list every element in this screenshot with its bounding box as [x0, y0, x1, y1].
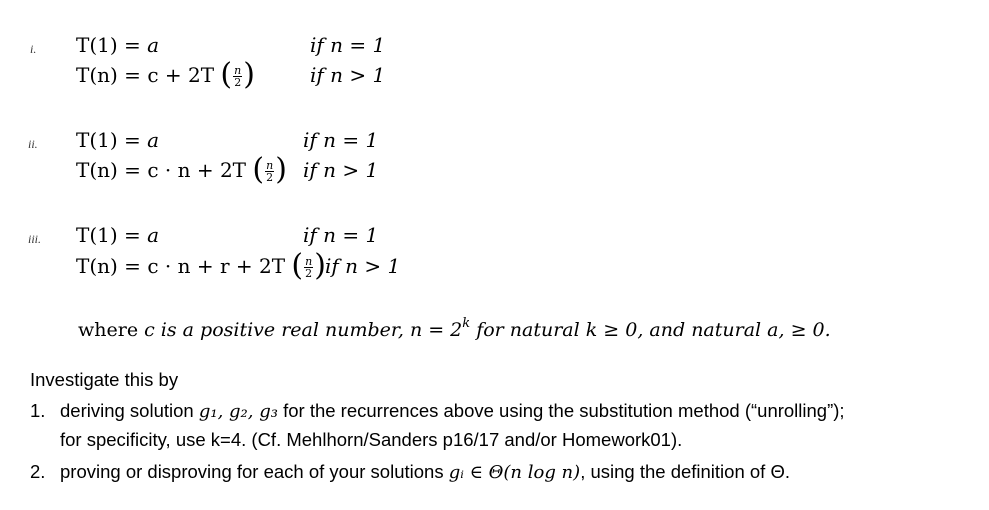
- recurrence-iii-base: T(1) = a: [76, 223, 160, 247]
- recurrence-ii-step: T(n) = c · n + 2T ( $\frac{n}{2}$ ): [76, 151, 287, 187]
- instruction-1-line2: for specificity, use k=4. (Cf. Mehlhorn/Sanders p16/17 and/or Homework01).: [60, 429, 683, 450]
- instructions-intro: Investigate this by: [30, 369, 179, 390]
- recurrence-ii-base: T(1) = a: [76, 128, 160, 152]
- recurrence-i-cond1: if n = 1: [310, 33, 386, 57]
- recurrence-i-step: T(n) = c + 2T ( $\frac{n}{2}$ ): [76, 56, 255, 92]
- recurrence-iii-cond2: if n > 1: [325, 254, 401, 278]
- instruction-2-line1: proving or disproving for each of your solutions gᵢ ∈ Θ(n log n), using the definition of Θ.: [60, 461, 790, 483]
- recurrence-iii-step: T(n) = c · n + r + 2T ( $\frac{n}{2}$ ): [76, 247, 326, 283]
- instruction-1-number: 1.: [30, 400, 46, 421]
- recurrence-i-cond2: if n > 1: [310, 63, 386, 87]
- recurrence-i-base: T(1) = a: [76, 33, 160, 57]
- instruction-2-number: 2.: [30, 461, 46, 482]
- recurrence-iii-cond1: if n = 1: [303, 223, 379, 247]
- numeral-iii: iii.: [28, 232, 42, 246]
- numeral-ii: ii.: [28, 137, 38, 151]
- numeral-i: i.: [30, 42, 37, 56]
- instruction-1-line1: deriving solution g₁, g₂, g₃ for the recurrences above using the substitution method (“unrolling”);: [60, 400, 845, 422]
- recurrence-ii-cond2: if n > 1: [303, 158, 379, 182]
- where-clause: where c is a positive real number, $n = 2^k$ for natural k ≥ 0, and natural a, ≥ 0.: [78, 316, 831, 341]
- recurrence-ii-cond1: if n = 1: [303, 128, 379, 152]
